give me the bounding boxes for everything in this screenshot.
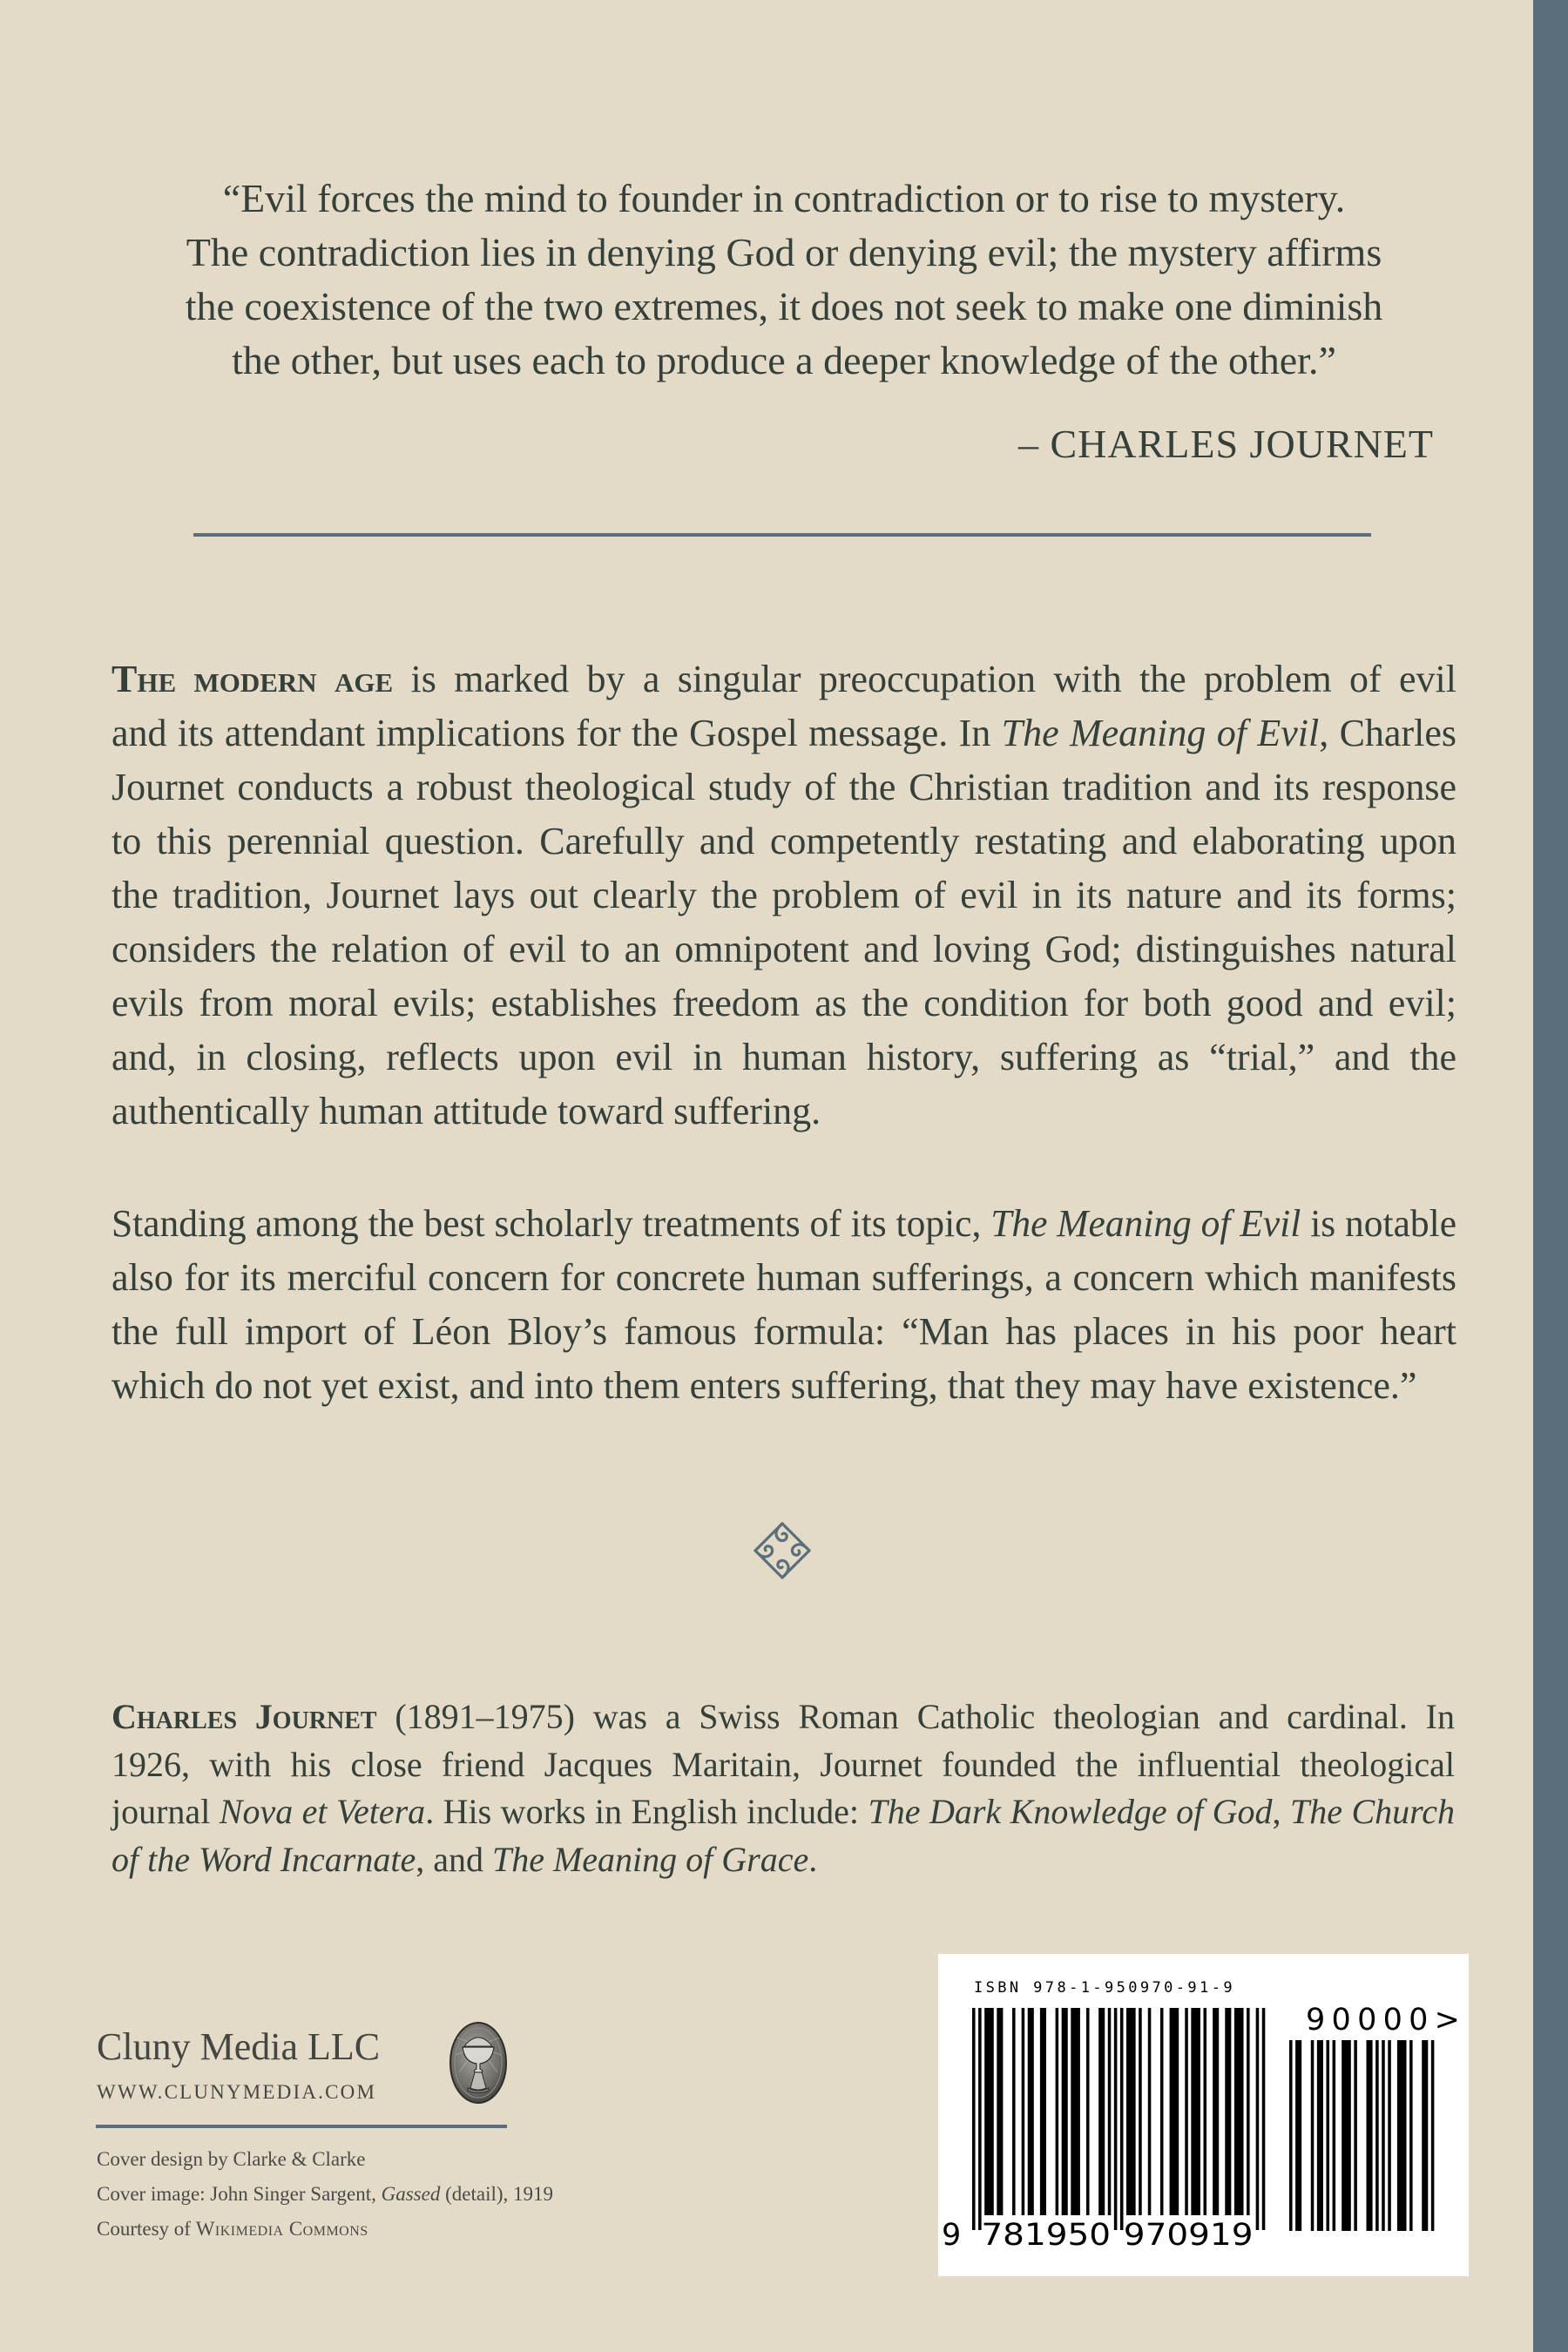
barcode-bar <box>1028 2008 1034 2215</box>
quote-line <box>131 280 1437 334</box>
credit-line <box>97 2177 553 2212</box>
text-run: authentically human attitude toward suffering. <box>112 1090 821 1132</box>
addon-bar <box>1342 2040 1351 2231</box>
line-text <box>112 1197 1456 1251</box>
italic-title: The Church <box>1290 1792 1455 1831</box>
addon-bar <box>1289 2040 1293 2231</box>
barcode-bar <box>1160 2008 1164 2215</box>
barcode-bar <box>1191 2008 1200 2215</box>
italic-title: of the Word Incarnate <box>112 1839 416 1879</box>
line-text <box>112 1085 821 1139</box>
barcode-bar <box>1022 2008 1025 2215</box>
credit-line <box>97 2142 366 2177</box>
text-run: the tradition, Journet lays out clearly the problem of evil in its nature and its forms; <box>112 874 1456 916</box>
description-line <box>112 1251 1456 1305</box>
line-text <box>112 1031 1456 1085</box>
barcode-bar <box>1114 2008 1118 2230</box>
description-line <box>112 1031 1456 1085</box>
barcode-bar <box>1126 2008 1136 2215</box>
text-run: Cover design by Clarke & Clarke <box>97 2148 366 2170</box>
barcode-bar <box>1071 2008 1080 2215</box>
barcode-bar <box>1086 2008 1090 2215</box>
description-line <box>112 814 1456 868</box>
barcode-bar <box>1247 2008 1250 2215</box>
line-text <box>112 1741 1455 1789</box>
line-text <box>97 2212 368 2247</box>
text-run: the full import of Léon Bloy’s famous formula: “Man has places in his poor heart <box>112 1310 1456 1353</box>
addon-bar <box>1382 2040 1385 2231</box>
description-line <box>112 923 1456 977</box>
bio-line <box>112 1693 1455 1741</box>
barcode-bar <box>997 2008 1003 2215</box>
line-text <box>97 2177 553 2212</box>
description-line <box>112 1359 1456 1413</box>
barcode-bar <box>1170 2008 1179 2215</box>
addon-bar <box>1326 2040 1329 2231</box>
quote-line <box>131 172 1437 226</box>
description-line <box>112 977 1456 1031</box>
addon-bar <box>1311 2040 1315 2231</box>
credit-line <box>97 2212 368 2247</box>
ean5-addon-bars <box>1289 2040 1434 2231</box>
text-run: and, in closing, reflects upon evil in human history, suffering as “trial,” and the <box>112 1036 1456 1078</box>
barcode-bar <box>1120 2008 1124 2230</box>
text-run: , <box>1272 1792 1291 1831</box>
barcode-bar <box>1098 2008 1105 2215</box>
barcode-bar <box>1204 2008 1207 2215</box>
italic-title: The Meaning of Evil <box>1001 712 1320 754</box>
text-run: Courtesy of <box>97 2218 196 2240</box>
barcode-bar <box>1040 2008 1046 2215</box>
line-text <box>112 652 1456 706</box>
addon-bar <box>1397 2040 1407 2231</box>
barcode-bar <box>1185 2008 1188 2215</box>
text-run: , Charles <box>1319 712 1456 754</box>
text-run: (detail), 1919 <box>440 2183 553 2205</box>
line-text: The contradiction lies in denying God or denying evil; the mystery affirms <box>186 230 1382 274</box>
ean-right-digits: 970919 <box>1123 2218 1254 2253</box>
barcode-bar <box>1062 2008 1068 2215</box>
top-divider-rule <box>193 533 1371 537</box>
line-text <box>112 1251 1456 1305</box>
addon-bar <box>1333 2040 1336 2231</box>
barcode-bar <box>972 2008 976 2230</box>
barcode-bar <box>984 2008 994 2215</box>
description-line <box>112 1197 1456 1251</box>
barcode-bar <box>978 2008 982 2230</box>
description-line <box>112 1305 1456 1359</box>
text-run: Journet conducts a robust theological study of the Christian tradition and its response <box>112 766 1456 808</box>
isbn-barcode <box>938 1954 1469 2276</box>
barcode-bar <box>1225 2008 1231 2215</box>
italic-title: The Meaning of Grace <box>491 1839 809 1879</box>
addon-bar <box>1431 2040 1435 2231</box>
barcode-bar <box>1056 2008 1059 2215</box>
publisher-divider-rule <box>96 2125 507 2128</box>
description-line <box>112 1085 1456 1139</box>
addon-bar <box>1317 2040 1323 2231</box>
isbn-label: ISBN 978-1-950970-91-9 <box>974 1979 1235 1997</box>
text-run: is notable <box>1301 1202 1456 1245</box>
italic-title: Nova et Vetera <box>219 1792 426 1831</box>
text-run: Cover image: John Singer Sargent, <box>97 2183 382 2205</box>
description-line <box>112 706 1456 760</box>
line-text <box>97 2142 366 2177</box>
line-text <box>112 1836 817 1884</box>
addon-bar <box>1375 2040 1379 2231</box>
quote-line <box>131 226 1437 280</box>
addon-bar <box>1295 2040 1301 2231</box>
text-run: is marked by a singular preoccupation with the problem of evil <box>393 658 1456 700</box>
line-text <box>112 814 1456 868</box>
text-run: evils from moral evils; establishes freedom as the condition for both good and evil; <box>112 982 1456 1024</box>
barcode-bar <box>1012 2008 1016 2215</box>
line-text: “Evil forces the mind to founder in contradiction or to rise to mystery. <box>222 176 1346 220</box>
book-spine <box>1533 0 1568 2352</box>
barcode-bar <box>1256 2008 1260 2230</box>
italic-title: The Meaning of Evil <box>990 1202 1301 1245</box>
description-line <box>112 868 1456 923</box>
line-text <box>112 868 1456 923</box>
addon-bar <box>1367 2040 1373 2231</box>
barcode-bar <box>1262 2008 1266 2230</box>
barcode-bar <box>1148 2008 1152 2215</box>
epigraph-attribution <box>871 417 1434 471</box>
publisher-name: Cluny Media LLC <box>97 2025 381 2068</box>
line-text: the other, but uses each to produce a deeper knowledge of the other.” <box>232 338 1336 382</box>
text-run: also for its merciful concern for concrete human sufferings, a concern which manifests <box>112 1256 1456 1299</box>
line-text <box>112 1305 1456 1359</box>
bio-line <box>112 1836 1455 1884</box>
text-run: , and <box>416 1839 492 1879</box>
attribution-text: – CHARLES JOURNET <box>1017 422 1434 466</box>
barcode-bar <box>1139 2008 1142 2215</box>
text-run: (1891–1975) was a Swiss Roman Catholic theologian and cardinal. In <box>376 1697 1455 1736</box>
text-run: 1926, with his close friend Jacques Maritain, Journet founded the influential theological <box>112 1744 1455 1784</box>
text-run: to this perennial question. Carefully and competently restating and elaborating upon <box>112 820 1456 862</box>
small-caps-lead: The modern age <box>112 658 394 700</box>
line-text <box>112 977 1456 1031</box>
text-run: which do not yet exist, and into them enters suffering, that they may have existence.” <box>112 1364 1417 1407</box>
text-run: journal <box>112 1792 220 1831</box>
addon-bar <box>1409 2040 1413 2231</box>
line-text <box>112 923 1456 977</box>
italic-title: Gassed <box>381 2183 441 2205</box>
quatrefoil-ornament-icon <box>752 1520 813 1581</box>
line-text <box>112 760 1456 814</box>
line-text <box>112 1693 1455 1741</box>
description-line <box>112 652 1456 706</box>
line-text <box>112 1788 1455 1836</box>
line-text <box>112 1359 1416 1413</box>
chalice-medallion-icon <box>449 2020 508 2105</box>
text-run: Standing among the best scholarly treatments of its topic, <box>112 1202 991 1245</box>
text-run: and its attendant implications for the Gospel message. In <box>112 712 1002 754</box>
barcode-bar <box>1234 2008 1244 2215</box>
description-line <box>112 760 1456 814</box>
line-text <box>112 706 1456 760</box>
addon-label: 90000> <box>1306 2003 1460 2038</box>
publisher-website-link[interactable]: WWW.CLUNYMEDIA.COM <box>97 2081 377 2103</box>
addon-bar <box>1422 2040 1428 2231</box>
bio-line <box>112 1788 1455 1836</box>
ean-left-digits: 781950 <box>981 2218 1112 2253</box>
text-run: . <box>808 1839 818 1879</box>
barcode-bar <box>1108 2008 1112 2215</box>
addon-bar <box>1354 2040 1357 2231</box>
addon-bar <box>1388 2040 1391 2231</box>
line-text: the coexistence of the two extremes, it does not seek to make one diminish <box>185 284 1383 328</box>
text-run: . His works in English include: <box>425 1792 868 1831</box>
italic-title: The Dark Knowledge of God <box>868 1792 1273 1831</box>
small-caps-lead: Charles Journet <box>112 1697 377 1736</box>
quote-line <box>131 334 1437 388</box>
small-caps-lead: Wikimedia Commons <box>195 2218 368 2240</box>
text-run: considers the relation of evil to an omnipotent and loving God; distinguishes natural <box>112 928 1456 970</box>
barcode-bar <box>1213 2008 1219 2215</box>
bio-line <box>112 1741 1455 1789</box>
ean-lead-digit: 9 <box>942 2218 962 2253</box>
ean13-bars <box>972 2008 1265 2230</box>
